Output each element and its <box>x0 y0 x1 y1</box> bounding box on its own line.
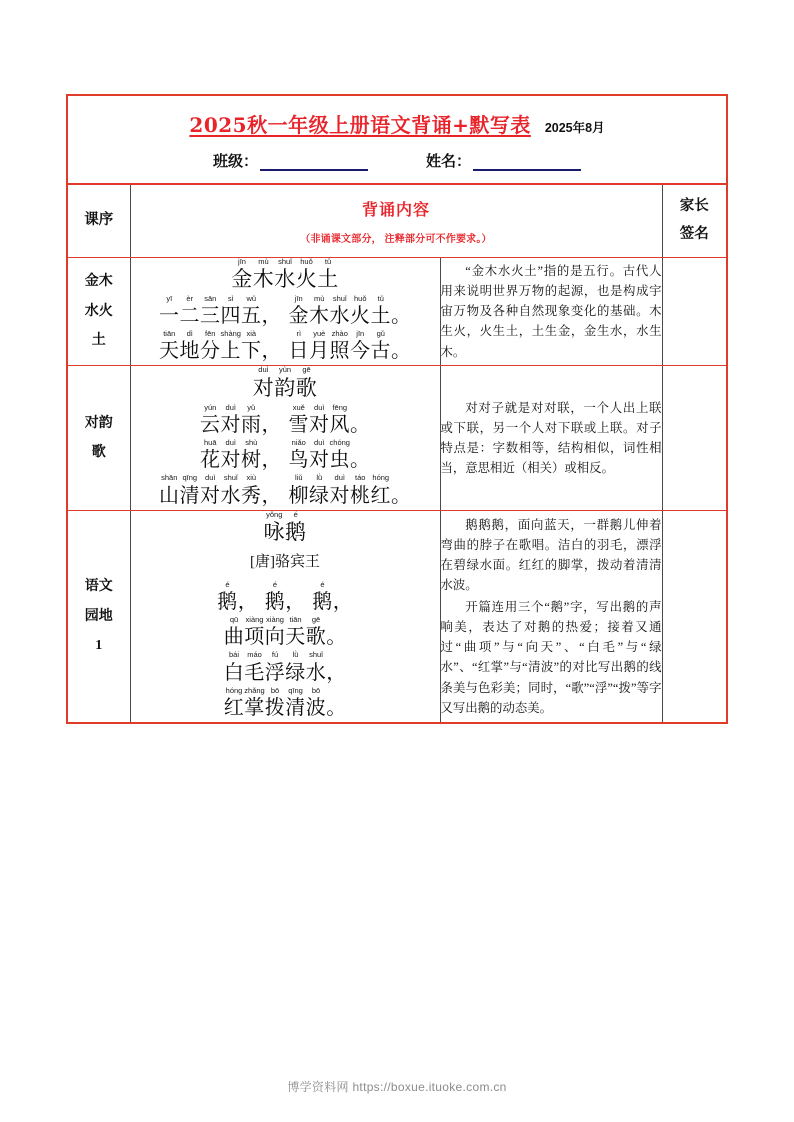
punctuation: 。 <box>391 303 411 328</box>
pinyin-text: xiàng <box>245 615 264 625</box>
recitation-note <box>440 510 662 722</box>
pinyin-text: chóng <box>329 438 350 448</box>
hanzi-text: 拨 <box>264 694 286 719</box>
ruby-char <box>285 651 306 683</box>
hanzi-text: 对 <box>220 412 241 437</box>
hanzi-text: 虫 <box>329 447 350 472</box>
ruby-char <box>309 474 330 506</box>
pinyin-text: duì <box>314 438 325 448</box>
ruby-char <box>289 439 310 471</box>
hanzi-text: 雪 <box>288 412 309 437</box>
ruby-char <box>241 330 262 362</box>
recitation-table <box>68 185 726 722</box>
pinyin-text: zhào <box>331 329 348 339</box>
hanzi-text: 照 <box>329 338 350 363</box>
ruby-char <box>241 295 262 327</box>
title-block <box>68 96 726 185</box>
table-row <box>68 510 726 722</box>
punctuation: ， <box>285 589 306 614</box>
ruby-char <box>200 330 221 362</box>
hanzi-text: 水 <box>305 659 327 684</box>
pinyin-text: yuè <box>313 329 326 339</box>
note-paragraph: 开篇连用三个“鹅”字，写出鹅的声响美，表达了对鹅的热爱；接着又通过“曲项”与“向天”、“白毛”与“绿水”、“红掌”与“清波”的对比写出鹅的线条美与色彩美；同时，“歌”“浮”“拨”等字又写出鹅的动态美。 <box>440 600 662 715</box>
hanzi-text: 天 <box>285 624 306 649</box>
note-paragraph: 对对子就是对对联，一个人出上联或下联，另一个人对下联或上联。对子特点是：字数相等，结构相似，词性相当，意思相近（相关）或相反。 <box>440 400 662 476</box>
hanzi-text: 今 <box>350 338 371 363</box>
header-order: 课序 <box>68 185 130 257</box>
pinyin-text: qīng <box>182 473 198 483</box>
pinyin-text: bái <box>228 650 239 660</box>
hanzi-text: 树 <box>241 447 262 472</box>
ruby-char <box>217 581 238 613</box>
punctuation: ， <box>326 659 347 684</box>
pinyin-text: lǜ <box>316 473 323 483</box>
pinyin-text: duì <box>225 438 236 448</box>
hanzi-text: 歌 <box>295 375 318 400</box>
pinyin-text: shù <box>245 438 258 448</box>
recitation-text <box>130 510 440 722</box>
hanzi-text: 向 <box>264 624 286 649</box>
hanzi-text: 四 <box>220 303 241 328</box>
poem-line <box>131 404 440 436</box>
punctuation: ， <box>261 412 282 437</box>
hanzi-text: 古 <box>370 338 391 363</box>
recitation-note <box>440 366 662 510</box>
table-row <box>68 257 726 366</box>
pinyin-text: dì <box>186 329 193 339</box>
row-order-label <box>68 366 130 510</box>
pinyin-text: huā <box>203 438 217 448</box>
hanzi-text: 云 <box>200 412 221 437</box>
poem-title <box>131 366 440 399</box>
ruby-char <box>180 474 201 506</box>
pinyin-text: xiù <box>246 473 257 483</box>
pinyin-text: jīn <box>356 329 365 339</box>
ruby-char <box>309 439 330 471</box>
hanzi-text: 鹅 <box>217 589 238 614</box>
punctuation: ， <box>261 447 282 472</box>
punctuation: ， <box>237 589 258 614</box>
hanzi-text: 柳 <box>288 482 309 507</box>
pinyin-text: shuǐ <box>332 293 347 303</box>
note-paragraph: “金木水火土”指的是五行。古代人用来说明世界万物的起源，也是构成宇宙万物及各种自然现象变化的基础。木生火，火生土，土生金，金生水，水生木。 <box>440 264 662 359</box>
pinyin-text: shàng <box>220 329 241 339</box>
pinyin-text: shān <box>161 473 178 483</box>
ruby-char <box>330 439 351 471</box>
hanzi-text: 鹅 <box>264 589 286 614</box>
ruby-char <box>244 616 265 648</box>
header-content <box>130 185 662 257</box>
pinyin-text: liǔ <box>294 473 303 483</box>
hanzi-text: 对 <box>309 447 330 472</box>
hanzi-text: 花 <box>200 447 221 472</box>
ruby-char <box>221 404 242 436</box>
ruby-char <box>265 581 286 613</box>
ruby-char <box>221 295 242 327</box>
ruby-char <box>253 366 275 399</box>
ruby-char <box>285 616 306 648</box>
header-signature <box>662 185 726 257</box>
pinyin-text: gē <box>302 365 311 375</box>
table-row <box>68 366 726 510</box>
student-meta-line <box>68 150 726 171</box>
pinyin-text: shuǐ <box>309 650 323 660</box>
hanzi-text: 曲 <box>223 624 245 649</box>
recitation-note <box>440 257 662 366</box>
pinyin-text: shuǐ <box>223 473 238 483</box>
pinyin-text: sì <box>227 293 234 303</box>
pinyin-text: é <box>320 579 325 589</box>
ruby-char <box>200 295 221 327</box>
ruby-char <box>289 474 310 506</box>
pinyin-text: yùn <box>278 365 292 375</box>
ruby-char <box>289 295 310 327</box>
header-signature-line1: 家长 <box>679 198 709 215</box>
ruby-char <box>180 295 201 327</box>
punctuation: 。 <box>391 482 411 507</box>
pinyin-text: mù <box>258 256 269 266</box>
pinyin-text: lǜ <box>292 650 299 660</box>
ruby-char <box>221 330 242 362</box>
ruby-char <box>265 651 286 683</box>
ruby-char <box>350 474 371 506</box>
parent-signature-cell[interactable] <box>662 366 726 510</box>
hanzi-text: 日 <box>288 338 309 363</box>
header-content-title: 背诵内容 <box>361 201 430 219</box>
row-order-label <box>68 257 130 366</box>
pinyin-text: shuǐ <box>278 256 292 266</box>
hanzi-text: 对 <box>200 482 221 507</box>
name-label: 姓名： <box>426 154 472 170</box>
pinyin-text: fēn <box>205 329 216 339</box>
hanzi-text: 五 <box>241 303 262 328</box>
order-line: 水火 <box>84 303 113 319</box>
ruby-char <box>330 404 351 436</box>
order-line: 金木 <box>84 274 113 290</box>
hanzi-text: 地 <box>179 338 200 363</box>
pinyin-text: fú <box>271 650 279 660</box>
pinyin-text: huǒ <box>353 293 367 303</box>
ruby-char <box>285 687 306 719</box>
parent-signature-cell[interactable] <box>662 257 726 366</box>
hanzi-text: 对 <box>220 447 241 472</box>
pinyin-text: yún <box>204 402 217 412</box>
punctuation: ， <box>261 303 282 328</box>
hanzi-text: 歌 <box>305 624 327 649</box>
pinyin-text: xuě <box>292 402 305 412</box>
pinyin-text: qū <box>229 615 239 625</box>
hanzi-text: 金 <box>231 266 253 291</box>
hanzi-text: 对 <box>309 412 330 437</box>
recitation-text <box>130 257 440 366</box>
ruby-char <box>159 295 180 327</box>
poem-line <box>131 616 440 648</box>
order-line: 对韵 <box>84 415 113 431</box>
hanzi-text: 土 <box>370 303 391 328</box>
hanzi-text: 鹅 <box>312 589 333 614</box>
poem-line <box>131 651 440 683</box>
ruby-char <box>200 404 221 436</box>
hanzi-text: 项 <box>244 624 265 649</box>
pinyin-text: gē <box>311 615 321 625</box>
hanzi-text: 对 <box>252 375 275 400</box>
ruby-char <box>224 651 245 683</box>
ruby-char <box>180 330 201 362</box>
ruby-char <box>159 330 180 362</box>
pinyin-text: sān <box>204 293 217 303</box>
hanzi-text: 雨 <box>241 412 262 437</box>
pinyin-text: fēng <box>332 402 348 412</box>
pinyin-text: hóng <box>225 685 243 695</box>
hanzi-text: 红 <box>223 694 245 719</box>
hanzi-text: 对 <box>329 482 350 507</box>
pinyin-text: yī <box>166 293 173 303</box>
class-label: 班级： <box>212 154 258 170</box>
ruby-char <box>265 687 286 719</box>
poem-line <box>131 687 440 719</box>
hanzi-text: 清 <box>179 482 200 507</box>
ruby-char <box>330 295 351 327</box>
ruby-char <box>264 511 286 544</box>
ruby-char <box>274 258 296 291</box>
pinyin-text: máo <box>247 650 262 660</box>
table-header-row <box>68 185 726 257</box>
parent-signature-cell[interactable] <box>662 510 726 722</box>
hanzi-text: 山 <box>159 482 180 507</box>
ruby-char <box>350 330 371 362</box>
ruby-char <box>306 651 327 683</box>
ruby-char <box>241 439 262 471</box>
pinyin-text: qīng <box>288 685 303 695</box>
hanzi-text: 清 <box>285 694 306 719</box>
hanzi-text: 金 <box>288 303 309 328</box>
pinyin-text: wǔ <box>246 293 257 303</box>
class-input-blank[interactable] <box>260 157 368 171</box>
punctuation: 。 <box>326 694 347 719</box>
ruby-char <box>289 330 310 362</box>
pinyin-text: duì <box>225 402 236 412</box>
punctuation: 。 <box>391 338 411 363</box>
poem-author: [唐]骆宾王 <box>250 553 320 570</box>
ruby-char <box>371 330 392 362</box>
hanzi-text: 桃 <box>350 482 371 507</box>
worksheet-table-container <box>66 94 728 724</box>
ruby-char <box>330 474 351 506</box>
ruby-char <box>265 616 286 648</box>
ruby-char <box>296 366 318 399</box>
ruby-char <box>200 474 221 506</box>
hanzi-text: 分 <box>200 338 221 363</box>
ruby-char <box>306 687 327 719</box>
hanzi-text: 掌 <box>244 694 265 719</box>
ruby-char <box>296 258 318 291</box>
hanzi-text: 绿 <box>285 659 306 684</box>
pinyin-text: niǎo <box>291 438 306 448</box>
order-line: 歌 <box>91 444 106 460</box>
ruby-char <box>221 474 242 506</box>
poem-title <box>131 258 440 291</box>
pinyin-text: xià <box>246 329 257 339</box>
poem-line <box>131 474 440 506</box>
hanzi-text: 土 <box>317 266 339 291</box>
title-date: 2025年8月 <box>544 121 605 135</box>
hanzi-text: 水 <box>220 482 241 507</box>
pinyin-text: duì <box>205 473 216 483</box>
hanzi-text: 下 <box>241 338 262 363</box>
hanzi-text: 火 <box>295 266 318 291</box>
ruby-char <box>371 295 392 327</box>
poem-title <box>131 511 440 544</box>
poem-line <box>131 581 440 613</box>
pinyin-text: duì <box>258 365 269 375</box>
hanzi-text: 白 <box>223 659 245 684</box>
pinyin-text: tiān <box>163 329 176 339</box>
ruby-char <box>289 404 310 436</box>
ruby-char <box>306 616 327 648</box>
note-paragraph: 鹅鹅鹅，面向蓝天，一群鹅儿伸着弯曲的脖子在歌唱。洁白的羽毛，漂浮在碧绿水面。红红的脚掌，拨动着清清水波。 <box>440 517 662 593</box>
title-line <box>68 109 726 138</box>
hanzi-text: 上 <box>220 338 241 363</box>
ruby-char <box>244 687 265 719</box>
hanzi-text: 鸟 <box>288 447 309 472</box>
pinyin-text: huǒ <box>300 256 313 266</box>
ruby-char <box>309 295 330 327</box>
ruby-char <box>312 581 333 613</box>
pinyin-text: é <box>272 579 278 589</box>
pinyin-text: tiān <box>289 615 302 625</box>
table-body <box>68 257 726 722</box>
hanzi-text: 鹅 <box>285 519 307 544</box>
pinyin-text: xiàng <box>266 615 284 625</box>
hanzi-text: 二 <box>179 303 200 328</box>
poem-line <box>131 330 440 362</box>
ruby-char <box>350 295 371 327</box>
hanzi-text: 水 <box>274 266 296 291</box>
pinyin-text: gǔ <box>376 329 385 339</box>
hanzi-text: 一 <box>159 303 180 328</box>
hanzi-text: 秀 <box>241 482 262 507</box>
header-content-subtitle: （非诵课文部分， 注释部分可不作要求。） <box>300 233 492 245</box>
hanzi-text: 浮 <box>264 659 286 684</box>
pinyin-text: yǒng <box>266 509 283 519</box>
pinyin-text: jīn <box>294 293 303 303</box>
ruby-char <box>224 616 245 648</box>
name-field-group <box>426 150 581 171</box>
pinyin-text: jīn <box>238 256 246 266</box>
hanzi-text: 三 <box>200 303 221 328</box>
hanzi-text: 红 <box>370 482 391 507</box>
hanzi-text: 韵 <box>274 375 296 400</box>
pinyin-text: táo <box>355 473 366 483</box>
ruby-char <box>253 258 275 291</box>
pinyin-text: èr <box>186 293 194 303</box>
pinyin-text: yǔ <box>247 402 256 412</box>
poem-line <box>131 439 440 471</box>
punctuation: ， <box>332 589 353 614</box>
row-order-label <box>68 510 130 722</box>
ruby-char <box>285 511 307 544</box>
hanzi-text: 火 <box>350 303 371 328</box>
hanzi-text: 毛 <box>244 659 265 684</box>
pinyin-text: tǔ <box>324 256 332 266</box>
name-input-blank[interactable] <box>473 157 581 171</box>
ruby-char <box>241 404 262 436</box>
pinyin-text: hóng <box>372 473 390 483</box>
ruby-char <box>200 439 221 471</box>
ruby-char <box>330 330 351 362</box>
header-signature-line2: 签名 <box>679 225 709 242</box>
poem-line <box>131 295 440 327</box>
punctuation: ， <box>261 338 282 363</box>
order-line: 1 <box>95 637 103 653</box>
order-line: 园地 <box>84 608 113 624</box>
punctuation: 。 <box>350 412 370 437</box>
pinyin-text: zhǎng <box>244 685 265 695</box>
pinyin-text: tǔ <box>377 293 384 303</box>
hanzi-text: 波 <box>305 694 327 719</box>
pinyin-text: é <box>225 579 230 589</box>
hanzi-text: 风 <box>329 412 350 437</box>
hanzi-text: 月 <box>309 338 330 363</box>
ruby-char <box>241 474 262 506</box>
pinyin-text: é <box>293 509 298 519</box>
hanzi-text: 水 <box>329 303 350 328</box>
order-line: 语文 <box>84 579 113 595</box>
footer-watermark: 博学资料网 https://boxue.ituoke.com.cn <box>287 1080 507 1094</box>
pinyin-text: duì <box>334 473 345 483</box>
page-title: 2025秋一年级上册语文背诵+默写表 <box>189 113 531 137</box>
pinyin-text: duì <box>314 402 325 412</box>
ruby-char <box>159 474 180 506</box>
punctuation: ， <box>261 482 282 507</box>
order-line: 土 <box>91 333 106 349</box>
hanzi-text: 木 <box>252 266 275 291</box>
punctuation: 。 <box>350 447 370 472</box>
ruby-char <box>231 258 253 291</box>
hanzi-text: 绿 <box>309 482 330 507</box>
hanzi-text: 天 <box>159 338 180 363</box>
pinyin-text: rì <box>296 329 302 339</box>
hanzi-text: 咏 <box>263 519 285 544</box>
ruby-char <box>371 474 392 506</box>
ruby-char <box>224 687 245 719</box>
punctuation: 。 <box>326 624 347 649</box>
ruby-char <box>244 651 265 683</box>
ruby-char <box>309 404 330 436</box>
class-field-group <box>213 150 368 171</box>
hanzi-text: 木 <box>309 303 330 328</box>
pinyin-text: bō <box>311 685 321 695</box>
pinyin-text: mù <box>314 293 325 303</box>
ruby-char <box>309 330 330 362</box>
ruby-char <box>221 439 242 471</box>
ruby-char <box>274 366 296 399</box>
recitation-text <box>130 366 440 510</box>
pinyin-text: bō <box>270 685 280 695</box>
ruby-char <box>317 258 339 291</box>
